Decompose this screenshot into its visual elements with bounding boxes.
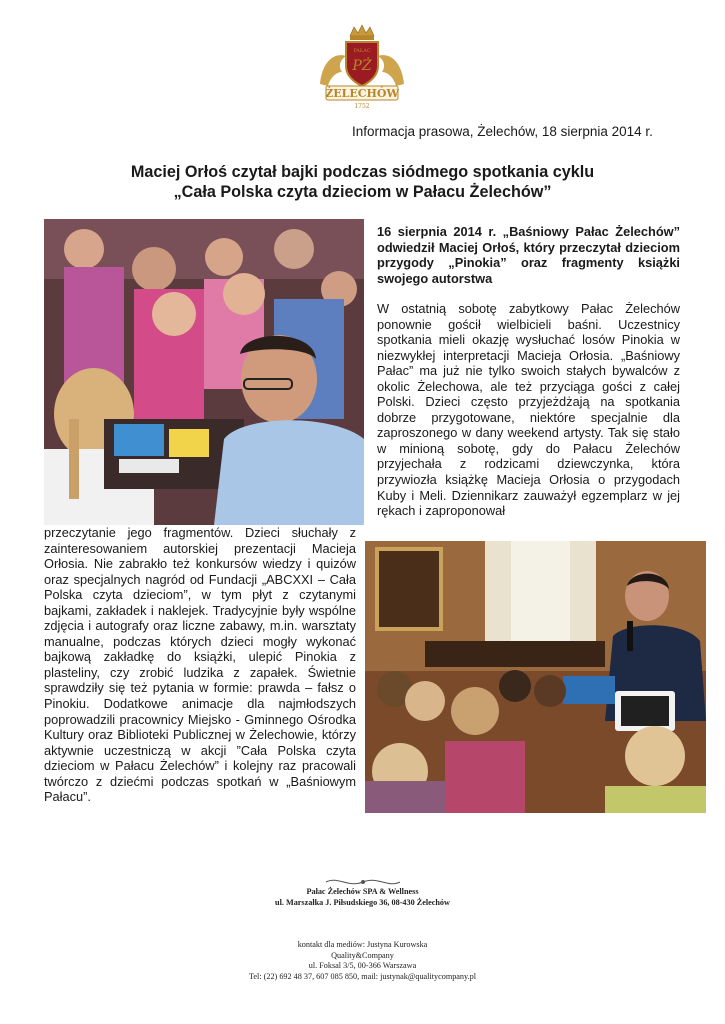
footer-contact-line: Tel: (22) 692 48 37, 607 085 850, mail: justynak@qualitycompany.pl — [248, 971, 476, 981]
logo-brand-text: ŻELECHÓW — [325, 87, 399, 100]
footer-contact-block — [0, 940, 725, 982]
title-line-2: „Cała Polska czyta dzieciom w Pałacu Żelechów” — [173, 183, 552, 201]
footer-address: ul. Marszałka J. Piłsudskiego 36, 08-430 Żelechów — [275, 897, 450, 907]
title-line-1: Maciej Orłoś czytał bajki podczas siódmego spotkania cyklu — [130, 163, 595, 181]
logo-top-text: PAŁAC — [353, 48, 371, 54]
footer-agency: Quality&Company — [331, 950, 394, 960]
logo-year-text: 1752 — [354, 103, 370, 110]
article-body-right: W ostatnią sobotę zabytkowy Pałac Żelechów ponownie gościł wielbicieli baśni. Uczestnicy spotkania mieli okazję wysłuchać losów Pinokia w niezwykłej interpretacji Macieja Orłosia. „Baśniowy Pałac” ma już nie tylko swoich stałych bywalców z okolic Żelechowa, ale też przyciąga gości z całej Polski. Dzieci często przyjeżdżają na spotkania dobrze przygotowane, niektóre specjalnie dla zaproszonego w dany weekend artysty. Tak się stało w minioną sobotę, gdy do Pałacu Żelechów przyjechała z rodzicami dziewczynka, która przywiozła książkę Macieja Orłosia o przygodach Kuby i Meli. Dziennikarz zauważył egzemplarz w jej rękach i zaproponował — [377, 301, 680, 519]
right-griffin-icon — [378, 55, 404, 86]
photo-reading-with-children — [44, 219, 364, 525]
photo-palace-room-event — [365, 541, 706, 813]
footer-contact-label: kontakt dla mediów: Justyna Kurowska — [297, 940, 428, 949]
palace-logo — [312, 22, 412, 110]
press-release-dateline: Informacja prasowa, Żelechów, 18 sierpnia 2014 r. — [352, 124, 653, 139]
left-griffin-icon — [320, 55, 346, 86]
footer-company-name: Pałac Żelechów SPA & Wellness — [306, 887, 419, 896]
article-title — [60, 162, 665, 202]
footer-agency-address: ul. Foksal 3/5, 00-366 Warszawa — [308, 961, 417, 971]
article-lead: 16 sierpnia 2014 r. „Baśniowy Pałac Żelechów” odwiedził Maciej Orłoś, który przeczytał dzieciom przygody „Pinokia” oraz fragmenty książki swojego autorstwa — [377, 224, 680, 286]
logo-monogram: PŻ — [352, 58, 372, 74]
footer-company-block — [0, 887, 725, 908]
article-body-left: przeczytanie jego fragmentów. Dzieci słuchały z zainteresowaniem autorskiej prezentacji Macieja Orłosia. Nie zabrakło też konkursów wiedzy i quizów oraz specjalnych nagród od Fundacji „ABCXXI – Cała Polska czyta dzieciom”, w tym płyt z czytanymi bajkami, zakładek i naklejek. Tradycyjnie były wspólne zdjęcia i autografy oraz liczne zabawy, m.in. warsztaty manualne, podczas których dzieci mogły wykonać bajkową zakładkę do książki, ulepić Pinokia z plasteliny, czy zrobić ludzika z zapałek. Świetnie sprawdziły się też pytania w formie: prawda – fałsz o Pinokiu. Dodatkowe animacje dla najmłodszych poprowadzili pracownicy Miejsko - Gminnego Ośrodka Kultury oraz Biblioteki Publicznej w Żelechowie, którzy aktywnie uczestniczą w akcji ”Cała Polska czyta dzieciom w Pałacu Żelechów” i kolejny raz pracowali twórczo z dziećmi podczas spotkań w „Baśniowym Pałacu”. — [44, 525, 356, 805]
crown-icon — [350, 25, 374, 40]
